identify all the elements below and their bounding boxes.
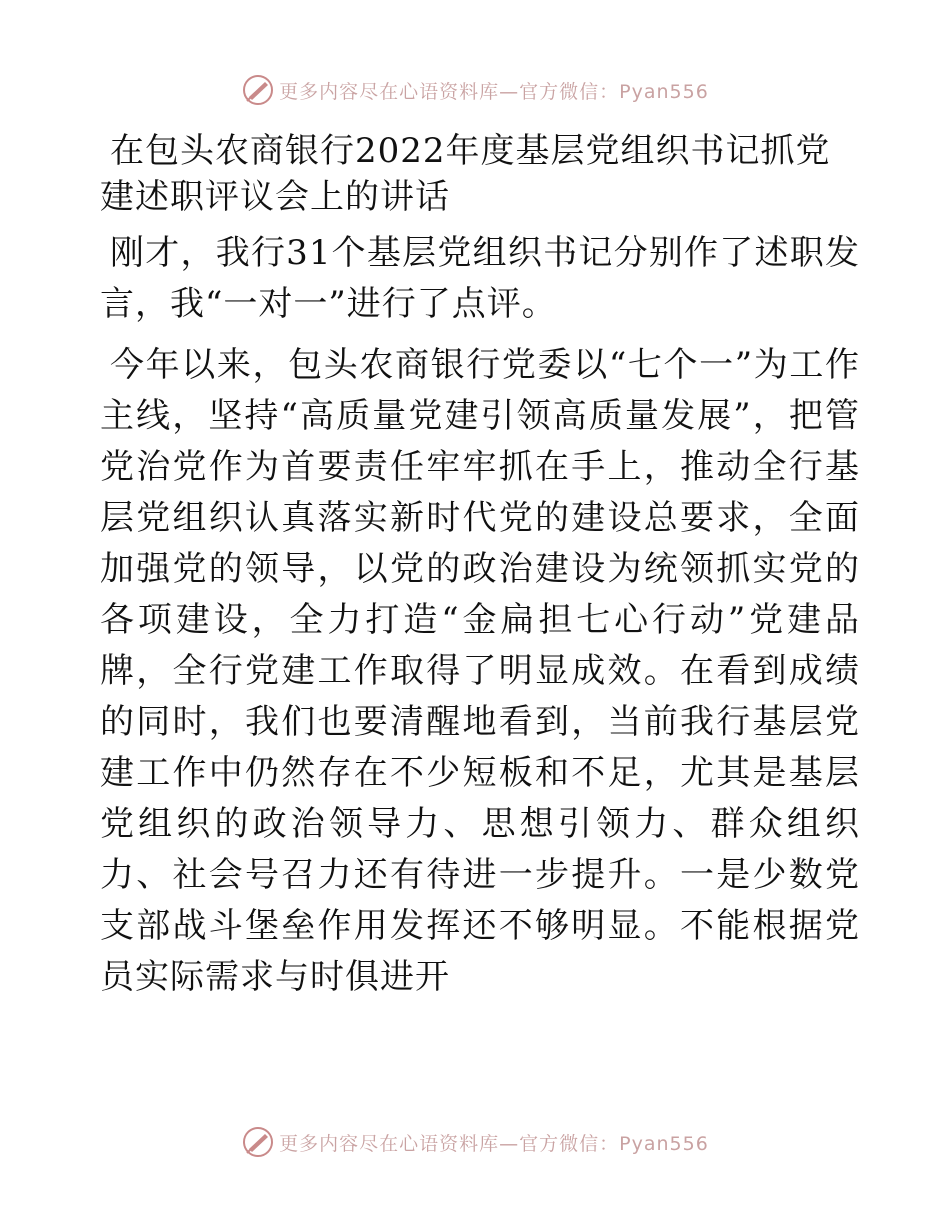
document-body: [100, 128, 860, 1013]
watermark-logo-icon: [241, 73, 275, 107]
watermark-logo-icon: [241, 1125, 275, 1159]
watermark-text: 更多内容尽在心语资料库—官方微信：Pyan556: [279, 1132, 709, 1155]
paragraph: 今年以来，包头农商银行党委以“七个一”为工作主线，坚持“高质量党建引领高质量发展”，把管党治党作为首要责任牢牢抓在手上，推动全行基层党组织认真落实新时代党的建设总要求，全面加强党的领导，以党的政治建设为统领抓实党的各项建设，全力打造“金扁担七心行动”党建品牌，全行党建工作取得了明显成效。在看到成绩的同时，我们也要清醒地看到，当前我行基层党建工作中仍然存在不少短板和不足，尤其是基层党组织的政治领导力、思想引领力、群众组织力、社会号召力还有待进一步提升。一是少数党支部战斗堡垒作用发挥还不够明显。不能根据党员实际需求与时俱进开: [100, 345, 860, 997]
watermark-header: [0, 70, 950, 110]
watermark-footer: [0, 1122, 950, 1162]
paragraph: 刚才，我行31个基层党组织书记分别作了述职发言，我“一对一”进行了点评。: [100, 233, 860, 324]
watermark-text: 更多内容尽在心语资料库—官方微信：Pyan556: [279, 80, 709, 103]
document-title: 在包头农商银行2022年度基层党组织书记抓党建述职评议会上的讲话: [100, 131, 831, 217]
